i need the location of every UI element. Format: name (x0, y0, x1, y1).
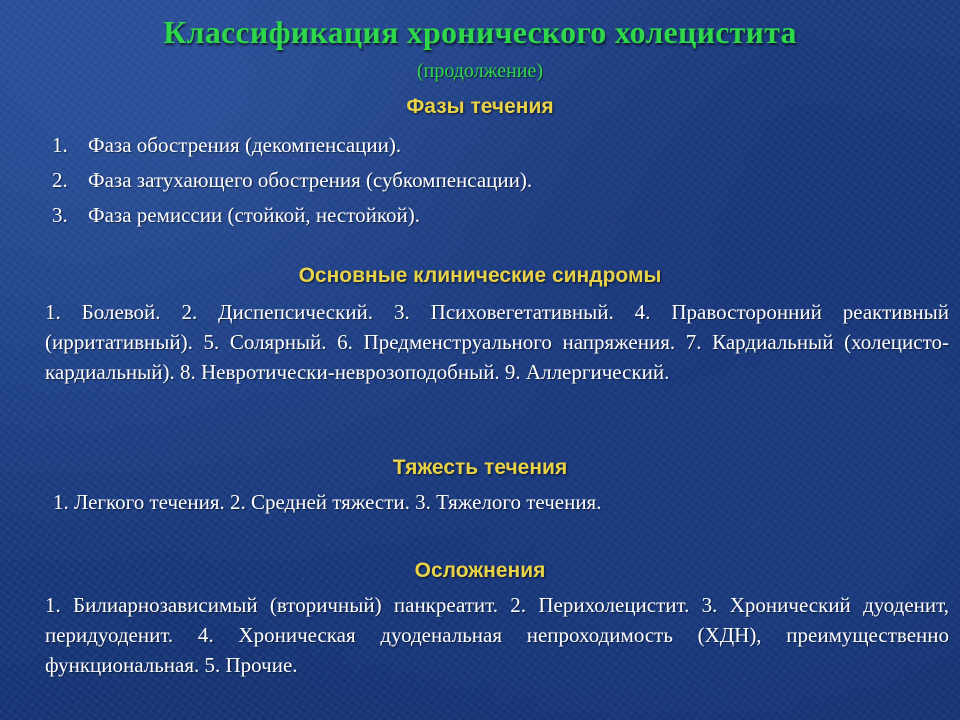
list-item-text: Фаза ремиссии (стойкой, нестойкой). (88, 203, 420, 227)
complications-paragraph: 1. Билиарнозависимый (вторичный) панкреатит. 2. Перихолецистит. 3. Хронический дуоденит, перидуоденит. 4. Хроническая дуоденальная непроходимость (ХДН), преимущественно функциональная. 5. Прочие. (45, 593, 949, 677)
complications-heading: Осложнения (414, 559, 546, 582)
severity-heading: Тяжесть течения (392, 456, 568, 479)
syndromes-heading: Основные клинические синдромы (298, 264, 662, 287)
phases-list (52, 128, 532, 233)
severity-paragraph: 1. Легкого течения. 2. Средней тяжести. 3. Тяжелого течения. (53, 490, 602, 514)
list-item (52, 198, 532, 233)
syndromes-paragraph: 1. Болевой. 2. Диспепсический. 3. Психовегетативный. 4. Правосторонний реактивный (ирритативный). 5. Солярный. 6. Предменструального напряжения. 7. Кардиальный (холецисто-кардиальный). 8. Невротически-неврозоподобный. 9. Аллергический. (45, 300, 949, 384)
list-item (52, 128, 532, 163)
list-item-number: 1. (52, 133, 68, 157)
slide-title: Классификация хронического холецистита (163, 14, 797, 50)
list-item-text: Фаза затухающего обострения (субкомпенсации). (88, 168, 533, 192)
list-item-number: 2. (52, 168, 68, 192)
list-item (52, 163, 532, 198)
list-item-number: 3. (52, 203, 68, 227)
list-item-text: Фаза обострения (декомпенсации). (88, 133, 402, 157)
phases-heading: Фазы течения (406, 95, 554, 118)
slide-subtitle: (продолжение) (416, 60, 544, 82)
